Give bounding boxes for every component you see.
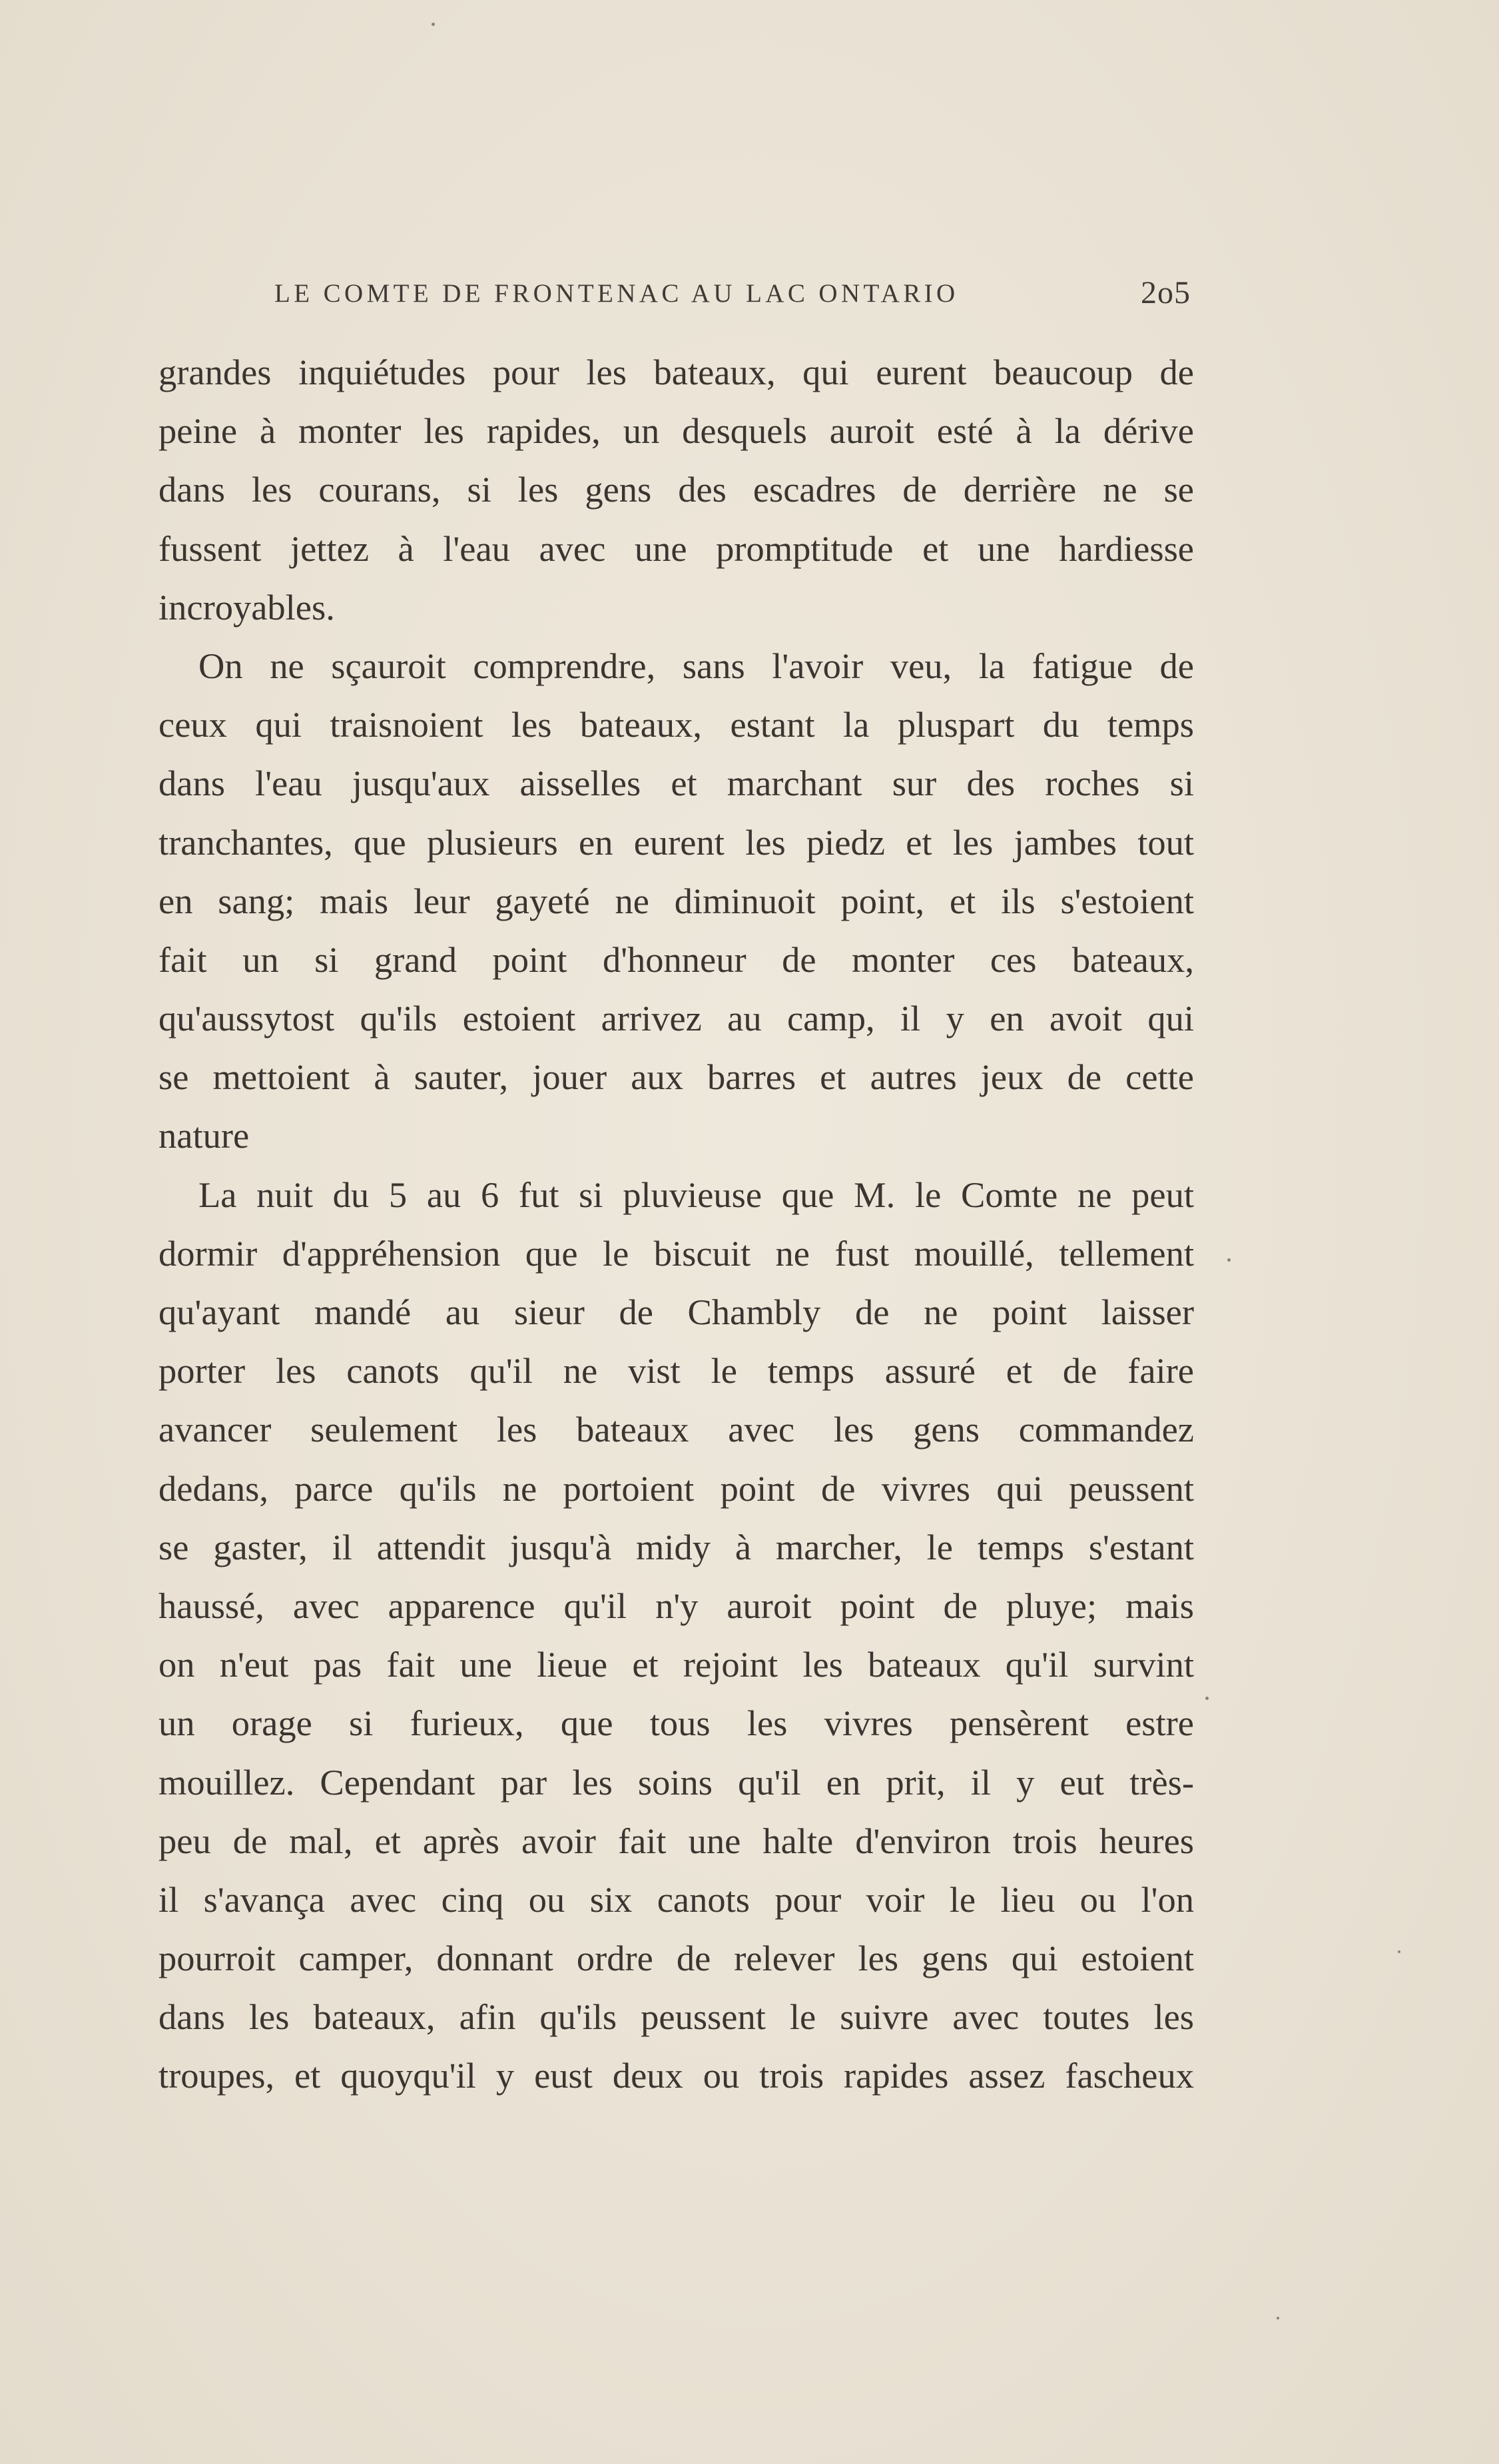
text-line: avancer seulement les bateaux avec les gens commandez: [158, 1409, 1194, 1450]
paper-speck: [1205, 1697, 1209, 1700]
text-line: se gaster, il attendit jusqu'à midy à marcher, le temps s'estant: [158, 1526, 1194, 1567]
text-line: se mettoient à sauter, jouer aux barres et autres jeux de cette: [158, 1056, 1194, 1098]
text-line: qu'aussytost qu'ils estoient arrivez au camp, il y en avoit qui: [158, 998, 1194, 1039]
text-line: dedans, parce qu'ils ne portoient point de vivres qui peussent: [158, 1467, 1194, 1509]
text-line: fussent jettez à l'eau avec une promptitude et une hardiesse: [158, 528, 1194, 569]
body-text: [158, 343, 1194, 2106]
text-line: peine à monter les rapides, un desquels auroit esté à la dérive: [158, 410, 1194, 452]
text-line: troupes, et quoyqu'il y eust deux ou trois rapides assez fascheux: [158, 2055, 1194, 2096]
running-header: [274, 275, 1191, 318]
text-line: dans l'eau jusqu'aux aisselles et marchant sur des roches si: [158, 763, 1194, 804]
running-title: LE COMTE DE FRONTENAC AU LAC ONTARIO: [274, 279, 959, 308]
text-line: peu de mal, et après avoir fait une halte d'environ trois heures: [158, 1820, 1194, 1861]
text-line: La nuit du 5 au 6 fut si pluvieuse que M. le Comte ne peut: [198, 1174, 1194, 1215]
text-line: dans les bateaux, afin qu'ils peussent le suivre avec toutes les: [158, 1996, 1194, 2038]
text-line: ceux qui traisnoient les bateaux, estant la pluspart du temps: [158, 704, 1194, 745]
text-line: en sang; mais leur gayeté ne diminuoit point, et ils s'estoient: [158, 880, 1194, 921]
text-line: mouillez. Cependant par les soins qu'il en prit, il y eut très-: [158, 1761, 1194, 1803]
text-line: pourroit camper, donnant ordre de relever les gens qui estoient: [158, 1938, 1194, 1979]
text-line: incroyables.: [158, 586, 335, 627]
text-line: il s'avança avec cinq ou six canots pour voir le lieu ou l'on: [158, 1878, 1194, 1920]
text-line: nature: [158, 1115, 250, 1156]
text-line: dans les courans, si les gens des escadres de derrière ne se: [158, 469, 1194, 510]
text-line: grandes inquiétudes pour les bateaux, qui eurent beaucoup de: [158, 352, 1194, 392]
text-line: tranchantes, que plusieurs en eurent les piedz et les jambes tout: [158, 821, 1194, 863]
paper-speck: [1227, 1258, 1231, 1262]
text-line: dormir d'appréhension que le biscuit ne fust mouillé, tellement: [158, 1232, 1194, 1274]
page-number: 2o5: [1141, 275, 1191, 310]
text-line: fait un si grand point d'honneur de monter ces bateaux,: [158, 939, 1194, 980]
text-line: porter les canots qu'il ne vist le temps assuré et de faire: [158, 1350, 1194, 1392]
text-line: un orage si furieux, que tous les vivres pensèrent estre: [158, 1703, 1194, 1744]
paper-speck: [1277, 2317, 1279, 2319]
text-line: haussé, avec apparence qu'il n'y auroit point de pluye; mais: [158, 1585, 1194, 1626]
paper-speck: [432, 23, 435, 26]
text-line: on n'eut pas fait une lieue et rejoint les bateaux qu'il survint: [158, 1644, 1194, 1685]
text-line: On ne sçauroit comprendre, sans l'avoir veu, la fatigue de: [198, 645, 1194, 686]
text-line: qu'ayant mandé au sieur de Chambly de ne point laisser: [158, 1292, 1194, 1332]
paper-speck: [1398, 1950, 1400, 1953]
